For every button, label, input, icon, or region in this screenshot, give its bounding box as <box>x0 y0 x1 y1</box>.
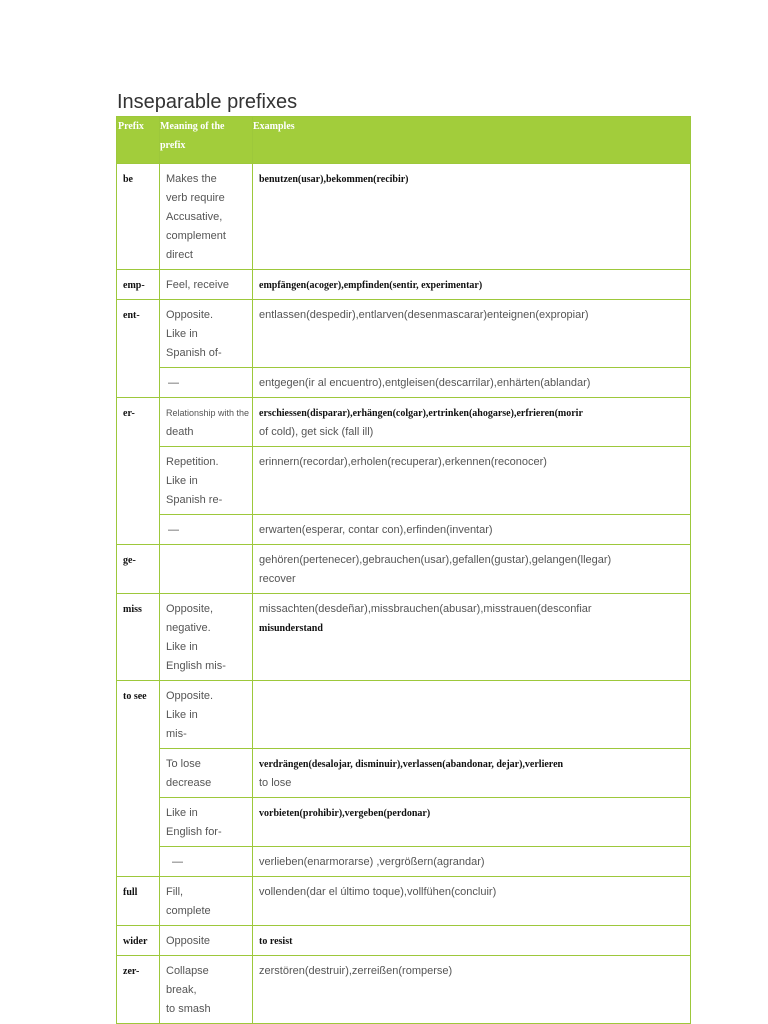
examples-cell: erinnern(recordar),erholen(recuperar),erkennen(reconocer) <box>253 447 691 515</box>
meaning-line: Feel, receive <box>166 279 229 291</box>
examples-text: vorbieten(prohibir),vergeben(perdonar) <box>259 808 431 819</box>
meaning-line: English for- <box>166 826 222 838</box>
examples-cell <box>253 594 691 681</box>
table-row <box>117 398 691 447</box>
meaning-line: complement <box>166 230 226 242</box>
examples-cell: entlassen(despedir),entlarven(desenmascarar)enteignen(expropiar) <box>253 300 691 368</box>
examples-cell <box>253 681 691 749</box>
meaning-cell <box>160 164 253 270</box>
meaning-line: Makes the <box>166 173 217 185</box>
prefix-cell: be <box>117 164 160 270</box>
meaning-cell <box>160 594 253 681</box>
meaning-cell <box>160 447 253 515</box>
table-row <box>117 877 691 926</box>
examples-cell <box>253 749 691 798</box>
meaning-cell <box>160 749 253 798</box>
table-row <box>117 515 691 545</box>
table-row <box>117 956 691 1024</box>
examples-cell: vollenden(dar el último toque),vollfühen(concluir) <box>253 877 691 926</box>
table-row <box>117 749 691 798</box>
meaning-line: Like in <box>166 807 198 819</box>
meaning-cell <box>160 368 253 398</box>
meaning-cell <box>160 515 253 545</box>
meaning-line: Spanish of- <box>166 347 222 359</box>
examples-line: to lose <box>259 777 292 789</box>
meaning-line: Accusative, <box>166 211 223 223</box>
examples-cell <box>253 164 691 270</box>
examples-text: benutzen(usar),bekommen(recibir) <box>259 174 409 185</box>
meaning-cell <box>160 877 253 926</box>
table-row <box>117 926 691 956</box>
prefix-cell: full <box>117 877 160 926</box>
meaning-line: direct <box>166 249 193 261</box>
meaning-line: complete <box>166 905 211 917</box>
meaning-line: Relationship with the <box>166 408 250 418</box>
table-row <box>117 847 691 877</box>
meaning-line: break, <box>166 984 197 996</box>
header-examples: Examples <box>253 117 691 164</box>
examples-cell <box>253 270 691 300</box>
table-row <box>117 545 691 594</box>
examples-cell <box>253 545 691 594</box>
examples-cell: entgegen(ir al encuentro),entgleisen(descarrilar),enhärten(ablandar) <box>253 368 691 398</box>
examples-cell: erwarten(esperar, contar con),erfinden(inventar) <box>253 515 691 545</box>
meaning-line: to smash <box>166 1003 211 1015</box>
examples-line: gehören(pertenecer),gebrauchen(usar),gefallen(gustar),gelangen(llegar) <box>259 554 612 566</box>
meaning-line: To lose <box>166 758 201 770</box>
meaning-cell <box>160 956 253 1024</box>
header-row <box>117 117 691 164</box>
meaning-line: negative. <box>166 622 211 634</box>
examples-cell <box>253 798 691 847</box>
examples-text: to resist <box>259 936 293 947</box>
meaning-line: Collapse <box>166 965 209 977</box>
meaning-line: mis- <box>166 728 187 740</box>
prefix-cell: ge- <box>117 545 160 594</box>
examples-line: missachten(desdeñar),missbrauchen(abusar),misstrauen(desconfiar <box>259 603 592 615</box>
meaning-cell <box>160 270 253 300</box>
meaning-line: Opposite. <box>166 690 214 702</box>
table-row <box>117 798 691 847</box>
examples-cell: verlieben(enarmorarse) ,vergrößern(agrandar) <box>253 847 691 877</box>
examples-text: empfängen(acoger),empfinden(sentir, experimentar) <box>259 280 483 291</box>
table-row <box>117 681 691 749</box>
meaning-cell: Opposite <box>160 926 253 956</box>
meaning-line: Opposite. <box>166 309 214 321</box>
page-title: Inseparable prefixes <box>117 91 298 113</box>
meaning-line: verb require <box>166 192 225 204</box>
prefix-cell: ent- <box>117 300 160 398</box>
examples-line: erschiessen(disparar),erhängen(colgar),ertrinken(ahogarse),erfrieren(morir <box>259 408 583 419</box>
prefix-table <box>116 116 691 1024</box>
table-row <box>117 368 691 398</box>
examples-line: recover <box>259 573 296 585</box>
meaning-line: Opposite, <box>166 603 214 615</box>
prefix-cell: to see <box>117 681 160 877</box>
meaning-cell <box>160 300 253 368</box>
meaning-line: Fill, <box>166 886 184 898</box>
meaning-line: decrease <box>166 777 212 789</box>
meaning-line: Like in <box>166 641 198 653</box>
table-row <box>117 164 691 270</box>
table-row <box>117 594 691 681</box>
header-meaning-line: Meaning of the <box>160 121 225 132</box>
table-row <box>117 300 691 368</box>
dash-text: — <box>168 524 179 536</box>
meaning-cell <box>160 798 253 847</box>
meaning-cell <box>160 545 253 594</box>
meaning-line: death <box>166 426 194 438</box>
meaning-cell <box>160 681 253 749</box>
meaning-line: Like in <box>166 475 198 487</box>
header-prefix: Prefix <box>117 117 160 164</box>
prefix-cell: er- <box>117 398 160 545</box>
meaning-cell <box>160 398 253 447</box>
prefix-cell: emp- <box>117 270 160 300</box>
prefix-cell: wider <box>117 926 160 956</box>
header-meaning-line: prefix <box>160 140 186 151</box>
meaning-line: Spanish re- <box>166 494 223 506</box>
examples-line: of cold), get sick (fall ill) <box>259 426 374 438</box>
prefix-cell: zer- <box>117 956 160 1024</box>
header-meaning <box>160 117 253 164</box>
meaning-line: Like in <box>166 709 198 721</box>
table-row <box>117 447 691 515</box>
dash-text: — <box>172 856 183 868</box>
examples-cell <box>253 398 691 447</box>
table-row <box>117 270 691 300</box>
dash-text: — <box>168 377 179 389</box>
meaning-line: English mis- <box>166 660 226 672</box>
meaning-line: Like in <box>166 328 198 340</box>
meaning-cell <box>160 847 253 877</box>
examples-cell: zerstören(destruir),zerreißen(romperse) <box>253 956 691 1024</box>
examples-line: misunderstand <box>259 623 323 634</box>
prefix-cell: miss <box>117 594 160 681</box>
examples-line: verdrängen(desalojar, disminuir),verlassen(abandonar, dejar),verlieren <box>259 759 564 770</box>
meaning-line: Repetition. <box>166 456 219 468</box>
examples-cell <box>253 926 691 956</box>
